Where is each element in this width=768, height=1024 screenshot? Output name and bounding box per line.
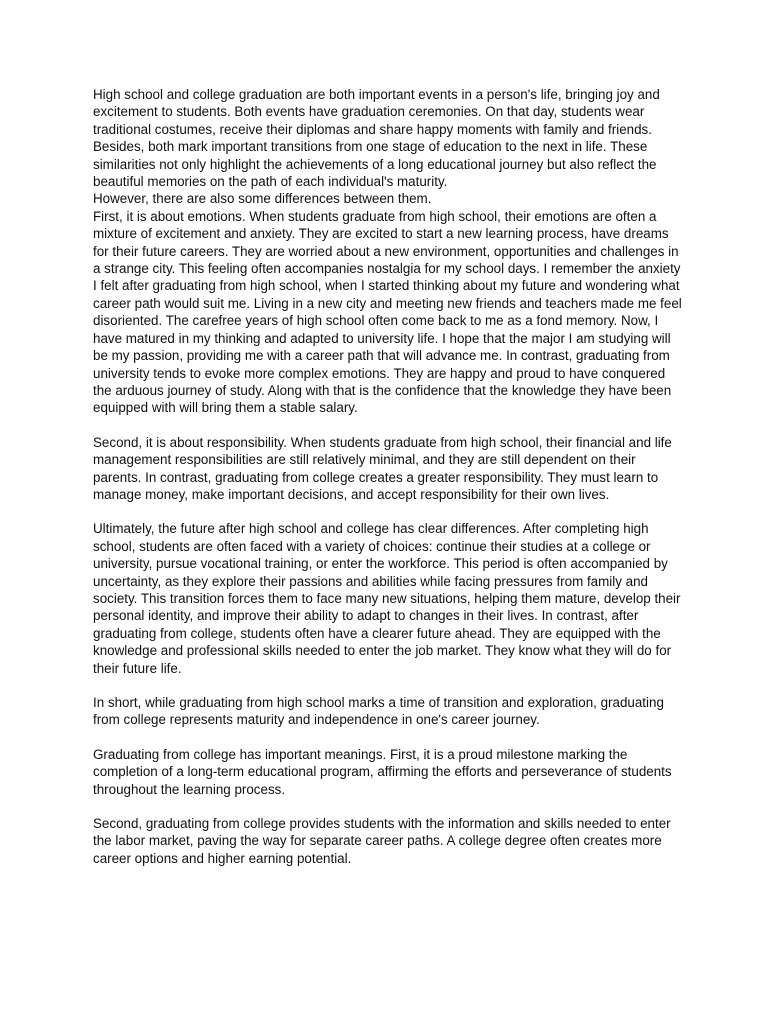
paragraph-spacer: [93, 503, 683, 520]
paragraph-meanings-first: Graduating from college has important meanings. First, it is a proud milestone marking the completion of a long-term educational program, affirming the efforts and perseverance of students throughout the learning process.: [93, 746, 672, 797]
paragraph-differences-intro: However, there are also some differences between them.: [93, 191, 432, 207]
paragraph-summary: In short, while graduating from high school marks a time of transition and exploration, graduating from college represents maturity and independence in one's career journey.: [93, 695, 664, 728]
paragraph-meanings-second: Second, graduating from college provides students with the information and skills needed to enter the labor market, paving the way for separate career paths. A college degree often creates more career options and higher earning potential.: [93, 816, 671, 866]
paragraph-emotions: First, it is about emotions. When students graduate from high school, their emotions are often a mixture of excitement and anxiety. They are excited to start a new learning process, have dreams for their future careers. They are worried about a new environment, opportunities and challenges in a strange city. This feeling often accompanies nostalgia for my school days. I remember the anxiety I felt after graduating from high school, when I started thinking about my future and wondering what career path would suit me. Living in a new city and meeting new friends and teachers made me feel disoriented. The carefree years of high school often come back to me as a fond memory. Now, I have matured in my thinking and adapted to university life. I hope that the major I am studying will be my passion, providing me with a career path that will advance me. In contrast, graduating from university tends to evoke more complex emotions. They are happy and proud to have conquered the arduous journey of study. Along with that is the confidence that the knowledge they have been equipped with will bring them a stable salary.: [93, 208, 682, 416]
paragraph-spacer: [93, 729, 683, 746]
document-page: [93, 86, 683, 867]
paragraph-similarities: High school and college graduation are both important events in a person's life, bringing joy and excitement to students. Both events have graduation ceremonies. On that day, students wear traditional costumes, receive their diplomas and share happy moments with family and friends. Besides, both mark important transitions from one stage of education to the next in life. These similarities not only highlight the achievements of a long educational journey but also reflect the beautiful memories on the path of each individual's maturity.: [93, 87, 660, 190]
paragraph-responsibility: Second, it is about responsibility. When students graduate from high school, their financial and life management responsibilities are still relatively minimal, and they are still dependent on their parents. In contrast, graduating from college creates a greater responsibility. They must learn to manage money, make important decisions, and accept responsibility for their own lives.: [93, 434, 672, 502]
paragraph-spacer: [93, 798, 683, 815]
paragraph-spacer: [93, 417, 683, 434]
paragraph-spacer: [93, 677, 683, 694]
paragraph-future: Ultimately, the future after high school and college has clear differences. After completing high school, students are often faced with a variety of choices: continue their studies at a college or university, pursue vocational training, or enter the workforce. This period is often accompanied by uncertainty, as they explore their passions and abilities while facing pressures from family and society. This transition forces them to face many new situations, helping them mature, develop their personal identity, and improve their ability to adapt to changes in their lives. In contrast, after graduating from college, students often have a clearer future ahead. They are equipped with the knowledge and professional skills needed to enter the job market. They know what they will do for their future life.: [93, 521, 681, 676]
